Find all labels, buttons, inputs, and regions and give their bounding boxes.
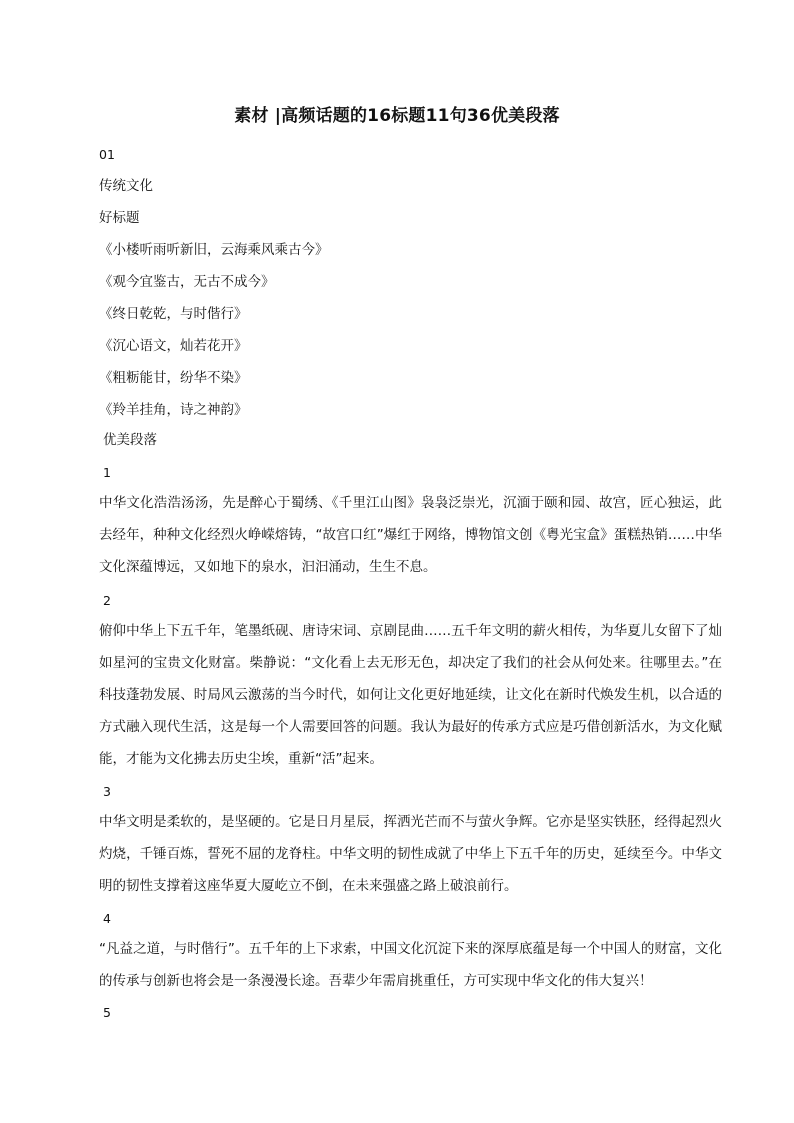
paragraph-number: 3 [103,784,111,799]
paragraph-number: 4 [103,911,111,926]
title-item: 《观今宜鉴古，无古不成今》 [99,274,275,290]
paragraphs-heading: 优美段落 [103,432,157,448]
paragraph-text: 中华文化浩浩汤汤，先是醉心于蜀绣、《千里江山图》袅袅泛崇光，沉湎于颐和园、故宫，匠心独运，此去经年，种种文化经烈火峥嵘熔铸，“故宫口红”爆红于网络，博物馆文创《粤光宝盒》蛋糕热销……中华文化深蕴博远，又如地下的泉水，汩汩涌动，生生不息。 [99,495,722,575]
title-item: 《粗粝能甘，纷华不染》 [99,370,248,386]
paragraph-number: 1 [103,465,111,480]
title-item: 《沉心语文，灿若花开》 [99,338,248,354]
title-item: 《羚羊挂角，诗之神韵》 [99,402,248,418]
paragraph-number: 5 [103,1005,111,1020]
paragraph-text: 中华文明是柔软的，是坚硬的。它是日月星辰，挥洒光芒而不与萤火争辉。它亦是坚实铁胚，经得起烈火灼烧，千锤百炼，誓死不屈的龙脊柱。中华文明的韧性成就了中华上下五千年的历史，延续至今。中华文明的韧性支撑着这座华夏大厦屹立不倒，在未来强盛之路上破浪前行。 [99,814,722,894]
title-item: 《小楼听雨听新旧，云海乘风乘古今》 [99,242,329,258]
document-title: 素材 |高频话题的16标题11句36优美段落 [234,106,560,126]
titles-heading: 好标题 [99,210,140,226]
section-number: 01 [99,147,115,162]
title-item: 《终日乾乾，与时偕行》 [99,306,248,322]
paragraph-number: 2 [103,593,111,608]
section-heading: 传统文化 [99,178,153,194]
paragraph-text: 俯仰中华上下五千年，笔墨纸砚、唐诗宋词、京剧昆曲……五千年文明的薪火相传，为华夏儿女留下了灿如星河的宝贵文化财富。柴静说：“文化看上去无形无色，却决定了我们的社会从何处来。往哪里去。”在科技蓬勃发展、时局风云激荡的当今时代，如何让文化更好地延续，让文化在新时代焕发生机，以合适的方式融入现代生活，这是每一个人需要回答的问题。我认为最好的传承方式应是巧借创新活水，为文化赋能，才能为文化拂去历史尘埃，重新“活”起来。 [99,623,722,767]
paragraph-text: “凡益之道，与时偕行”。五千年的上下求索，中国文化沉淀下来的深厚底蕴是每一个中国人的财富，文化的传承与创新也将会是一条漫漫长途。吾辈少年需肩挑重任，方可实现中华文化的伟大复兴！ [99,941,722,989]
